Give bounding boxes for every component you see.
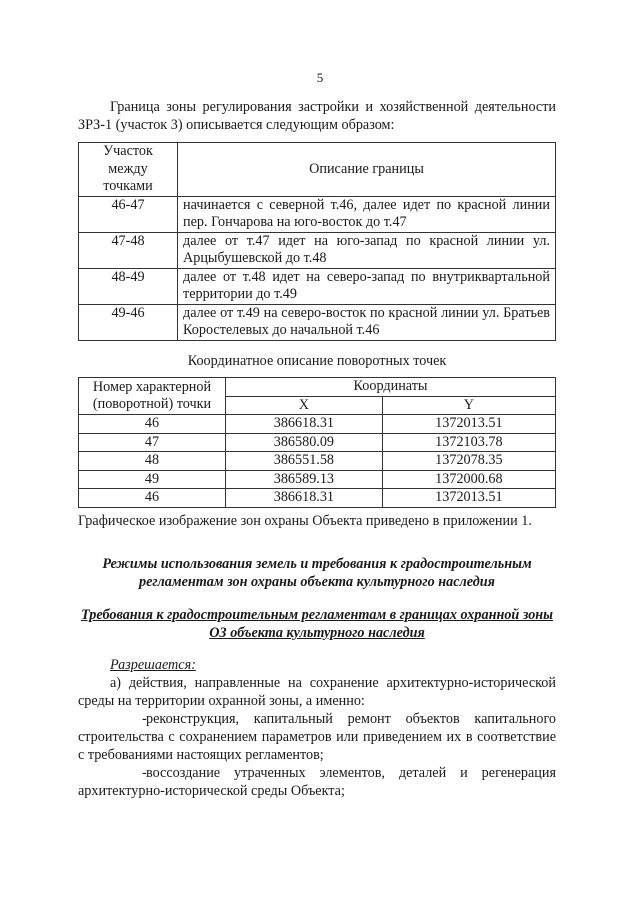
item-a: а) действия, направленные на сохранение архитектурно-исторической среды на территории охранной зоны, а именно: xyxy=(78,675,556,709)
description-cell: далее от т.48 идет на северо-запад по внутриквартальной территории до т.49 xyxy=(178,268,556,304)
table-row xyxy=(79,470,556,489)
y-cell: 1372103.78 xyxy=(382,433,555,452)
page-number: 5 xyxy=(316,70,324,85)
table-header-row xyxy=(79,143,556,197)
y-cell: 1372078.35 xyxy=(382,452,555,471)
table-row xyxy=(79,304,556,340)
requirements-heading: Требования к градостроительным регламентам в границах охранной зоны ОЗ объекта культурного наследия xyxy=(80,607,554,641)
point-cell: 46 xyxy=(79,489,226,508)
allowed-label: Разрешается: xyxy=(110,657,196,673)
coordinates-table xyxy=(78,377,556,508)
y-cell: 1372013.51 xyxy=(382,415,555,434)
header-point-number: Номер характерной (поворотной) точки xyxy=(79,378,226,415)
point-cell: 47 xyxy=(79,433,226,452)
table-row xyxy=(79,196,556,232)
x-cell: 386618.31 xyxy=(226,489,383,508)
graphic-note: Графическое изображение зон охраны Объекта приведено в приложении 1. xyxy=(78,513,532,529)
x-cell: 386580.09 xyxy=(226,433,383,452)
description-cell: далее от т.49 на северо-восток по красной линии ул. Братьев Коростелевых до начальной т.46 xyxy=(178,304,556,340)
segment-cell: 49-46 xyxy=(79,304,178,340)
table-row xyxy=(79,433,556,452)
list-item-text: воссоздание утраченных элементов, деталей и регенерация архитектурно-исторической среды Объекта; xyxy=(78,765,556,799)
coordinates-caption: Координатное описание поворотных точек xyxy=(187,353,447,369)
y-cell: 1372013.51 xyxy=(382,489,555,508)
point-cell: 46 xyxy=(79,415,226,434)
table-row xyxy=(79,489,556,508)
table-row xyxy=(79,452,556,471)
segment-cell: 48-49 xyxy=(79,268,178,304)
x-cell: 386618.31 xyxy=(226,415,383,434)
header-y: Y xyxy=(382,396,555,415)
description-cell: начинается с северной т.46, далее идет по красной линии пер. Гончарова на юго-восток до т.47 xyxy=(178,196,556,232)
description-cell: далее от т.47 идет на юго-запад по красной линии ул. Арцыбушевской до т.48 xyxy=(178,232,556,268)
intro-paragraph: Граница зоны регулирования застройки и хозяйственной деятельности ЗРЗ-1 (участок 3) описывается следующим образом: xyxy=(78,99,556,133)
list-item xyxy=(78,710,556,764)
x-cell: 386589.13 xyxy=(226,470,383,489)
list-dash: - xyxy=(142,711,147,727)
table-row xyxy=(79,232,556,268)
boundary-segments-table xyxy=(78,142,556,341)
table-row xyxy=(79,415,556,434)
segment-cell: 47-48 xyxy=(79,232,178,268)
x-cell: 386551.58 xyxy=(226,452,383,471)
header-x: X xyxy=(226,396,383,415)
list-dash: - xyxy=(142,765,147,781)
point-cell: 49 xyxy=(79,470,226,489)
list-item xyxy=(78,764,556,800)
table-header-row xyxy=(79,378,556,397)
header-description: Описание границы xyxy=(178,143,556,197)
segment-cell: 46-47 xyxy=(79,196,178,232)
point-cell: 48 xyxy=(79,452,226,471)
header-segment: Участок между точками xyxy=(79,143,178,197)
table-row xyxy=(79,268,556,304)
header-coordinates: Координаты xyxy=(226,378,556,397)
y-cell: 1372000.68 xyxy=(382,470,555,489)
list-item-text: реконструкция, капитальный ремонт объектов капитального строительства с сохранением параметров или приведением их в соответствие с требованиями настоящих регламентов; xyxy=(78,711,556,763)
section-heading: Режимы использования земель и требования к градостроительным регламентам зон охраны объекта культурного наследия xyxy=(102,556,532,590)
